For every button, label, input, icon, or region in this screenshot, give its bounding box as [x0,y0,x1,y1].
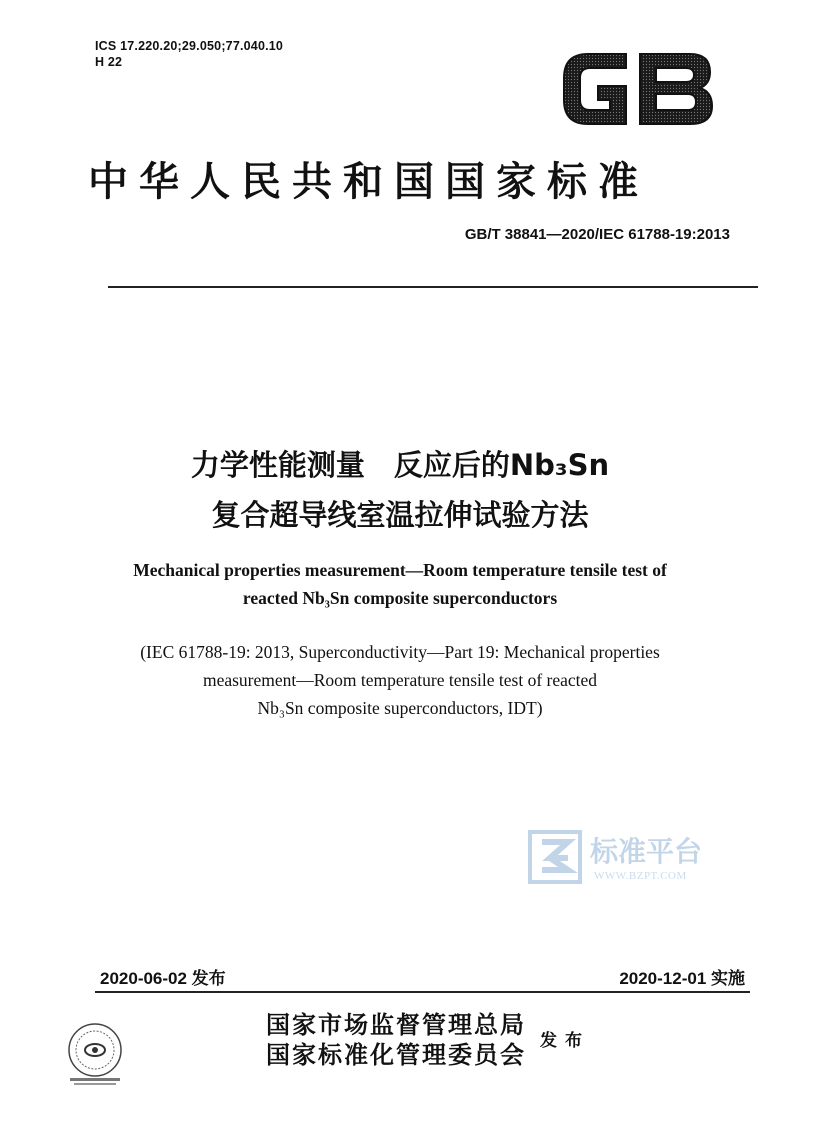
chinese-title [0,440,800,540]
issuer-samr: 国家市场监督管理总局 [266,1011,526,1039]
iec-reference-line-3: Nb₃Sn composite superconductors, IDT) [257,698,543,718]
chinese-title-line-2: 复合超导线室温拉伸试验方法 [211,498,589,532]
logo-text: GB [558,33,582,52]
watermark-text: 标准平台 [590,835,703,868]
iec-reference-line-1: (IEC 61788-19: 2013, Superconductivity—Part 19: Mechanical properties [140,642,660,662]
english-title [0,556,800,612]
english-title-line-2: reacted Nb₃Sn composite superconductors [242,588,558,608]
iec-reference [0,638,830,722]
standard-number: GB/T 38841—2020/IEC 61788-19:2013 [464,226,730,243]
national-standard-title: 中华人民共和国国家标准 [88,158,649,205]
gb-logo-icon [558,33,718,130]
chinese-title-line-1: 力学性能测量 反应后的Nb₃Sn [190,448,610,482]
issue-date: 2020-06-02 发布 [100,969,226,988]
watermark-url: WWW.BZPT.COM [594,870,687,882]
footer-divider [95,991,750,993]
ics-code: ICS 17.220.20;29.050;77.040.10 [95,39,284,53]
iec-reference-line-2: measurement—Room temperature tensile test of reacted [202,670,598,690]
watermark [528,828,728,888]
classification-codes [95,38,283,70]
category-code: H 22 [95,55,123,69]
anti-counterfeit-seal-icon [62,1020,128,1088]
publish-label: 发布 [540,1031,590,1051]
bzpt-logo-icon [528,828,586,886]
implementation-date: 2020-12-01 实施 [619,969,745,988]
english-title-line-1: Mechanical properties measurement—Room temperature tensile test of [133,560,667,580]
issuing-authorities [266,1010,526,1070]
header-divider [108,286,758,288]
issuer-sac: 国家标准化管理委员会 [266,1041,526,1069]
